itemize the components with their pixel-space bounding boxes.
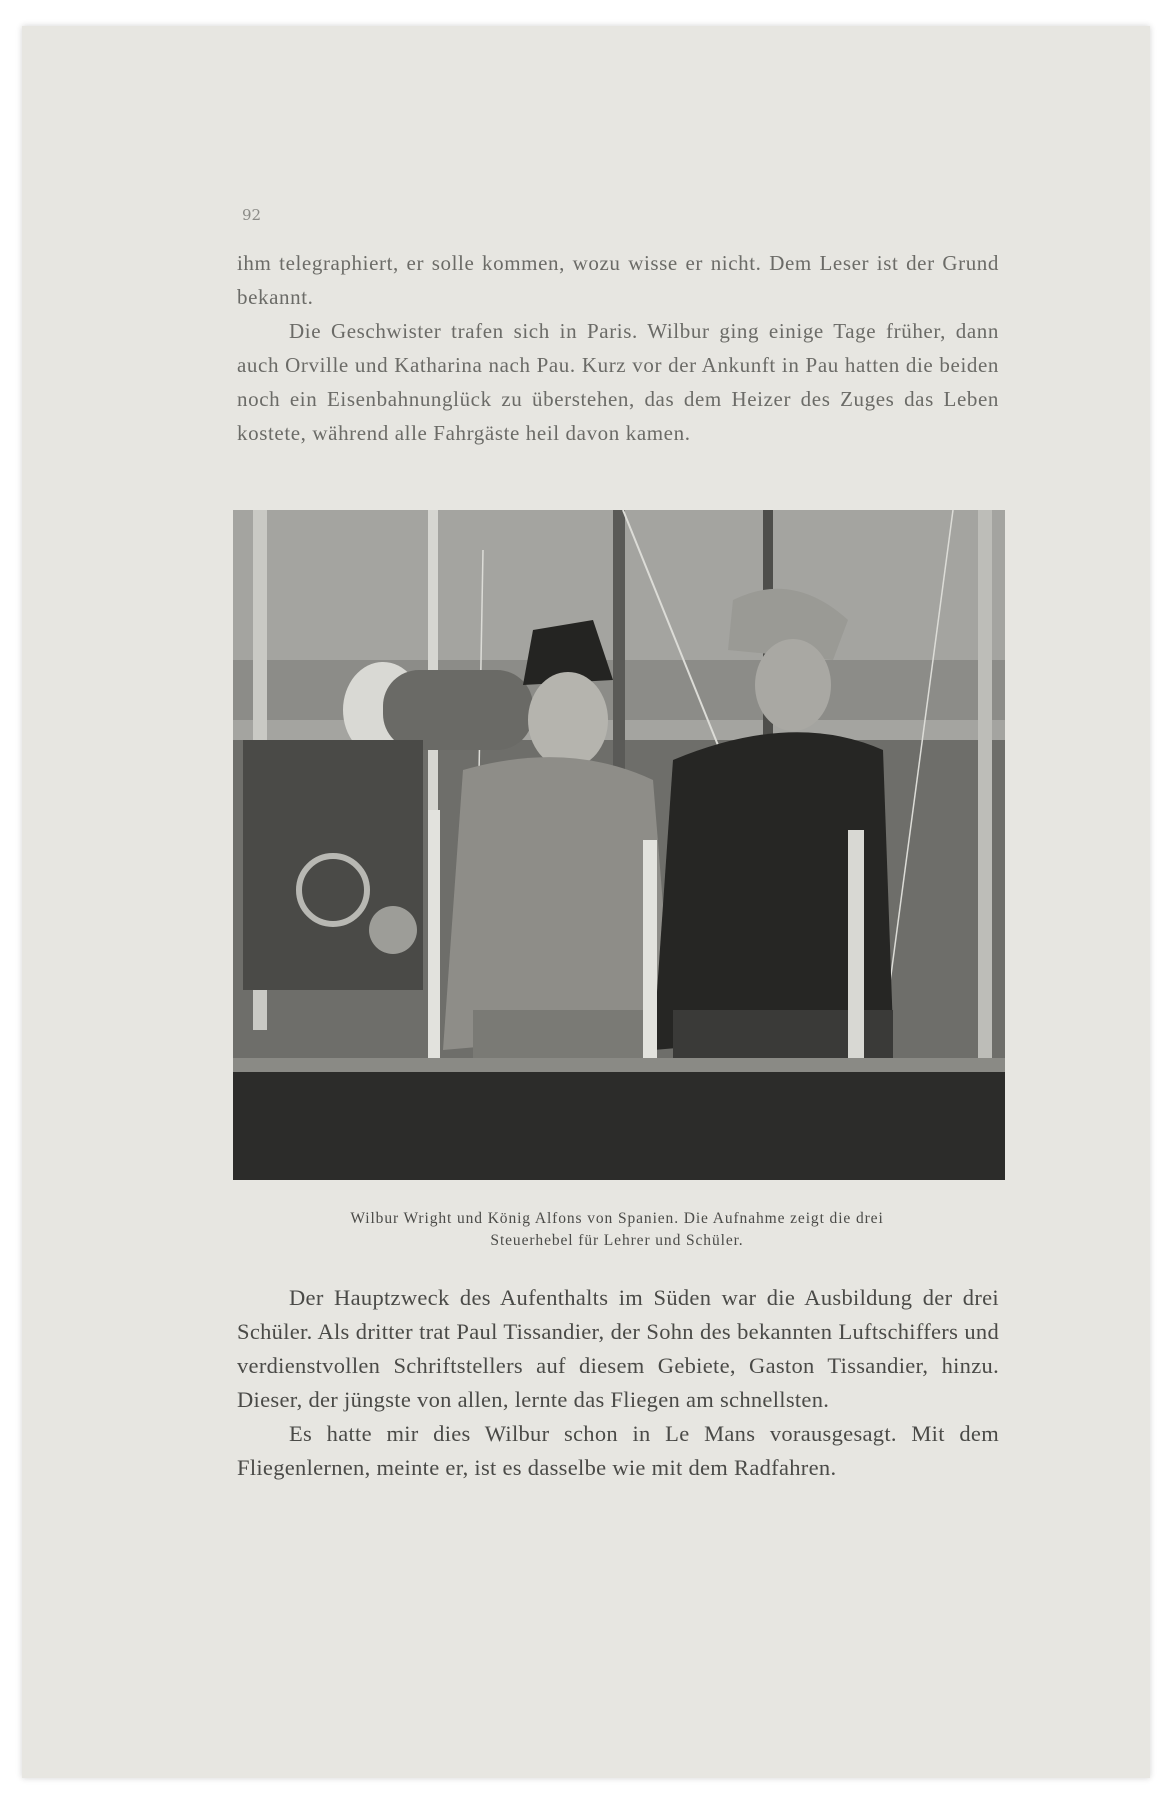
upper-text-block — [237, 246, 999, 450]
left-man-coat — [443, 757, 673, 1050]
strut-right — [978, 510, 992, 1110]
paragraph-training: Der Hauptzweck des Aufenthalts im Süden war die Ausbildung der drei Schüler. Als dritter trat Paul Tissandier, der Sohn des bekannten Luftschiffers und verdienstvollen Schriftstellers auf diesem Gebiete, Gaston Tissandier, hinzu. Dieser, der jüngste von allen, lernte das Fliegen am schnellsten. — [237, 1285, 999, 1412]
photo-illustration — [233, 510, 1005, 1180]
photograph-wright-and-king — [233, 510, 1005, 1180]
fuel-tank — [383, 670, 533, 750]
paragraph-continuation: ihm telegraphiert, er solle kommen, wozu wisse er nicht. Dem Leser ist der Grund bekannt. — [237, 251, 999, 309]
lower-text-block — [237, 1281, 999, 1485]
paragraph-siblings-paris: Die Geschwister trafen sich in Paris. Wilbur ging einige Tage früher, dann auch Orville und Katharina nach Pau. Kurz vor der Ankunft in Pau hatten die beiden noch ein Eisenbahnunglück zu überstehen, das dem Heizer des Zuges das Leben kostete, während alle Fahrgäste heil davon kamen. — [237, 319, 999, 445]
photo-caption: Wilbur Wright und König Alfons von Spanien. Die Aufnahme zeigt die drei Steuerhebel für Lehrer und Schüler. — [350, 1210, 884, 1249]
wing-edge — [233, 1058, 1005, 1072]
left-man-face — [528, 672, 608, 768]
page-number: 92 — [242, 206, 262, 224]
book-page — [22, 26, 1150, 1778]
paragraph-cycling: Es hatte mir dies Wilbur schon in Le Mans vorausgesagt. Mit dem Fliegenlernen, meinte er, ist es dasselbe wie mit dem Radfahren. — [237, 1421, 999, 1480]
wing-platform — [233, 1070, 1005, 1180]
engine-pulley — [369, 906, 417, 954]
right-man-face — [755, 639, 831, 731]
